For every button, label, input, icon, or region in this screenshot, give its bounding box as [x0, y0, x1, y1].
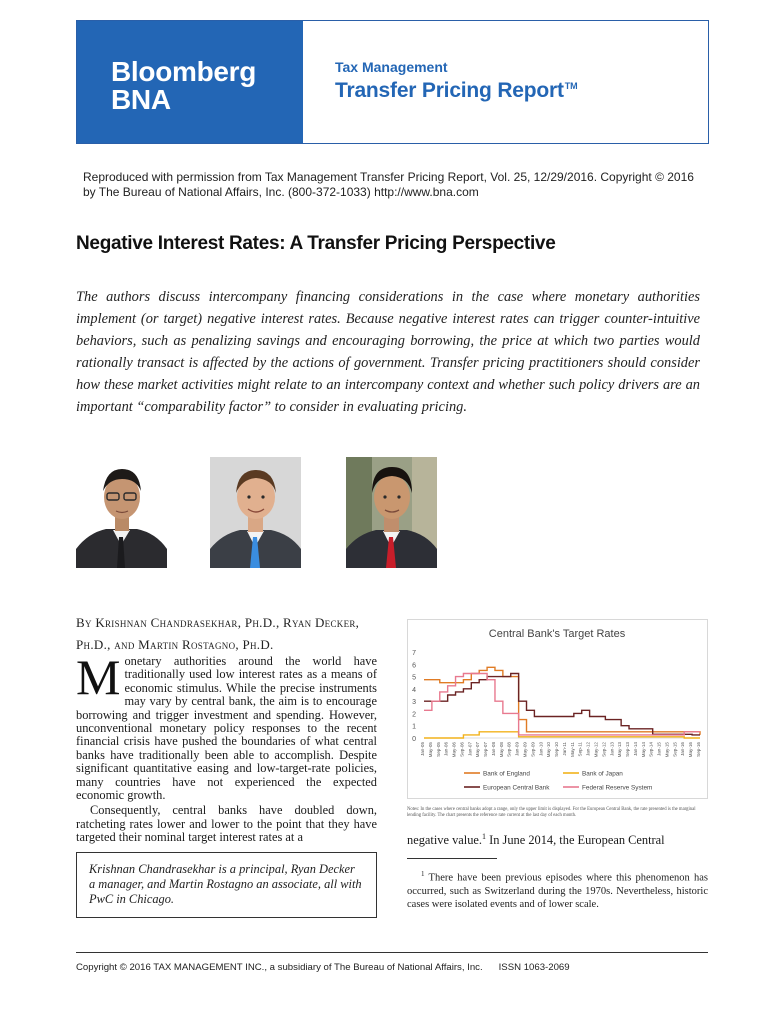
- body-paragraph-2: Consequently, central banks have doubled down, ratcheting rates lower and lower to the point that they have targeted their nominal target interest rates at a: [76, 803, 377, 845]
- x-tick-label: May-10: [546, 742, 552, 758]
- x-tick-label: May-05: [427, 742, 433, 758]
- legend-label: Bank of Japan: [582, 770, 623, 778]
- brand-line-2: BNA: [111, 84, 171, 115]
- article-headline: Negative Interest Rates: A Transfer Pricing Perspective: [76, 233, 556, 254]
- author-photo-1: [76, 457, 167, 568]
- y-tick-label: 4: [412, 686, 416, 694]
- article-body-right: [407, 829, 710, 848]
- footnote-mark: 1: [421, 870, 425, 878]
- x-tick-label: May-16: [688, 742, 694, 758]
- footer-issn: ISSN 1063-2069: [498, 962, 570, 973]
- trademark-mark: TM: [564, 81, 578, 91]
- x-tick-label: May-07: [475, 742, 481, 758]
- x-tick-label: May-13: [617, 742, 623, 758]
- series-line-bank-of-england: [424, 667, 700, 735]
- chart-notes: Notes: In the cases where central banks adopt a range, only the upper limit is displayed. For the European Central Bank, the rate presented is the marginal lending facility. The chart presents the reference rate current at the last day of each month.: [407, 807, 696, 818]
- author-photo-2: [210, 457, 301, 568]
- right-text-tail: In June 2014, the European Central: [486, 833, 665, 848]
- brand-line-1: Bloomberg: [111, 56, 257, 87]
- x-tick-label: Jan-09: [514, 742, 520, 757]
- footnote-text: There have been previous episodes where this phenomenon has occurred, such as Switzerland during the 1970s. Nevertheless, historic cases were isolated events and of lower scale.: [407, 872, 708, 910]
- legend-label: European Central Bank: [483, 784, 550, 792]
- author-info-box: Krishnan Chandrasekhar is a principal, Ryan Decker a manager, and Martin Rostagno an associate, all with PwC in Chicago.: [76, 852, 377, 918]
- y-tick-label: 3: [412, 699, 416, 707]
- x-tick-label: Jan-07: [467, 742, 473, 757]
- y-tick-label: 2: [412, 711, 416, 719]
- x-tick-label: May-09: [522, 742, 528, 758]
- x-tick-label: Jan-10: [538, 742, 544, 757]
- x-tick-label: May-11: [569, 742, 575, 757]
- drop-cap: M: [76, 649, 121, 705]
- publication-title: [335, 79, 577, 103]
- author-byline: By Krishnan Chandrasekhar, Ph.D., Ryan Decker, Ph.D., and Martin Rostagno, Ph.D.: [76, 615, 360, 652]
- publication-title-text: Transfer Pricing Report: [335, 79, 564, 102]
- x-tick-label: May-12: [593, 742, 599, 758]
- right-text-start: negative value.: [407, 833, 482, 848]
- x-tick-label: Sep-08: [506, 742, 512, 757]
- page-footer: [76, 962, 570, 973]
- y-tick-label: 5: [412, 674, 416, 682]
- body-paragraph-1: [76, 649, 377, 803]
- x-tick-label: Jan-12: [585, 742, 591, 757]
- rates-chart-svg: [408, 620, 707, 798]
- x-tick-label: Jan-16: [680, 742, 686, 757]
- footer-divider: [76, 952, 708, 953]
- footnote-ref: 1: [482, 832, 486, 841]
- x-tick-label: Jan-11: [561, 742, 567, 756]
- x-tick-label: Sep-12: [601, 742, 607, 757]
- x-tick-label: Sep-14: [648, 742, 654, 757]
- footnote-1: [407, 868, 708, 911]
- y-tick-label: 7: [412, 650, 416, 657]
- x-tick-label: Jan-06: [443, 742, 449, 757]
- brand-logo: [77, 21, 303, 143]
- author-photo-3: [346, 457, 437, 568]
- x-tick-label: Sep-11: [577, 742, 583, 757]
- masthead: [76, 20, 709, 144]
- x-tick-label: May-06: [451, 742, 457, 758]
- legend-label: Federal Reserve System: [582, 784, 653, 792]
- x-tick-label: Jan-15: [656, 742, 662, 757]
- x-tick-label: Sep-10: [554, 742, 560, 757]
- permission-notice: Reproduced with permission from Tax Management Transfer Pricing Report, Vol. 25, 12/29/2016. Copyright © 2016 by The Bureau of National Affairs, Inc. (800-372-1033) http://www.bna.com: [83, 170, 694, 199]
- x-tick-label: Jan-08: [490, 742, 496, 757]
- series-line-federal-reserve-system: [424, 674, 700, 735]
- series-line-european-central-bank: [424, 674, 700, 735]
- x-tick-label: Sep-15: [672, 742, 678, 757]
- x-tick-label: Jan-13: [609, 742, 615, 757]
- x-tick-label: May-14: [640, 742, 646, 758]
- chart-title: Central Bank's Target Rates: [488, 628, 626, 640]
- x-tick-label: Sep-09: [530, 742, 536, 757]
- x-tick-label: Sep-05: [435, 742, 441, 757]
- legend-label: Bank of England: [483, 770, 530, 778]
- x-tick-label: Sep-06: [459, 742, 465, 757]
- x-tick-label: Sep-16: [696, 742, 701, 757]
- x-tick-label: May-08: [498, 742, 504, 758]
- y-tick-label: 6: [412, 662, 416, 670]
- x-tick-label: Sep-07: [483, 742, 489, 757]
- body-paragraph-1-text: onetary authorities around the world have traditionally used low interest rates as a means of economic stimulus. While the precise instruments may vary by central bank, the aim is to encourage borrowing and trigger investment and spending. However, unconventional monetary policy responses to the recent financial crisis have pushed the boundaries of what central banks have traditionally been able to accomplish. Despite significant quantitative easing and low-target-rate policies, many countries have not experienced the expected economic growth.: [76, 654, 377, 803]
- footer-copyright: Copyright © 2016 TAX MANAGEMENT INC., a subsidiary of The Bureau of National Affairs, Inc.: [76, 962, 483, 973]
- x-tick-label: Jan-14: [632, 742, 638, 757]
- x-tick-label: Sep-13: [625, 742, 631, 757]
- x-tick-label: Jan-05: [420, 742, 425, 757]
- publication-kicker: Tax Management: [335, 59, 448, 75]
- rates-chart: [407, 619, 708, 799]
- article-body-left: [76, 649, 377, 845]
- y-tick-label: 1: [412, 723, 416, 731]
- x-tick-label: May-15: [664, 742, 670, 758]
- article-abstract: The authors discuss intercompany financing considerations in the case where monetary authorities implement (or target) negative interest rates. Because negative interest rates can trigger counter-intuitive behaviors, such as penalizing savings and encouraging borrowing, the price at which two parties would rationally transact is affected by the actions of government. Transfer pricing practitioners should consider how these market activities might relate to an intercompany context and whether such policy drivers are an important “comparability factor” to consider in evaluating pricing.: [76, 289, 700, 415]
- footnote-divider: [407, 858, 497, 859]
- y-tick-label: 0: [412, 736, 416, 743]
